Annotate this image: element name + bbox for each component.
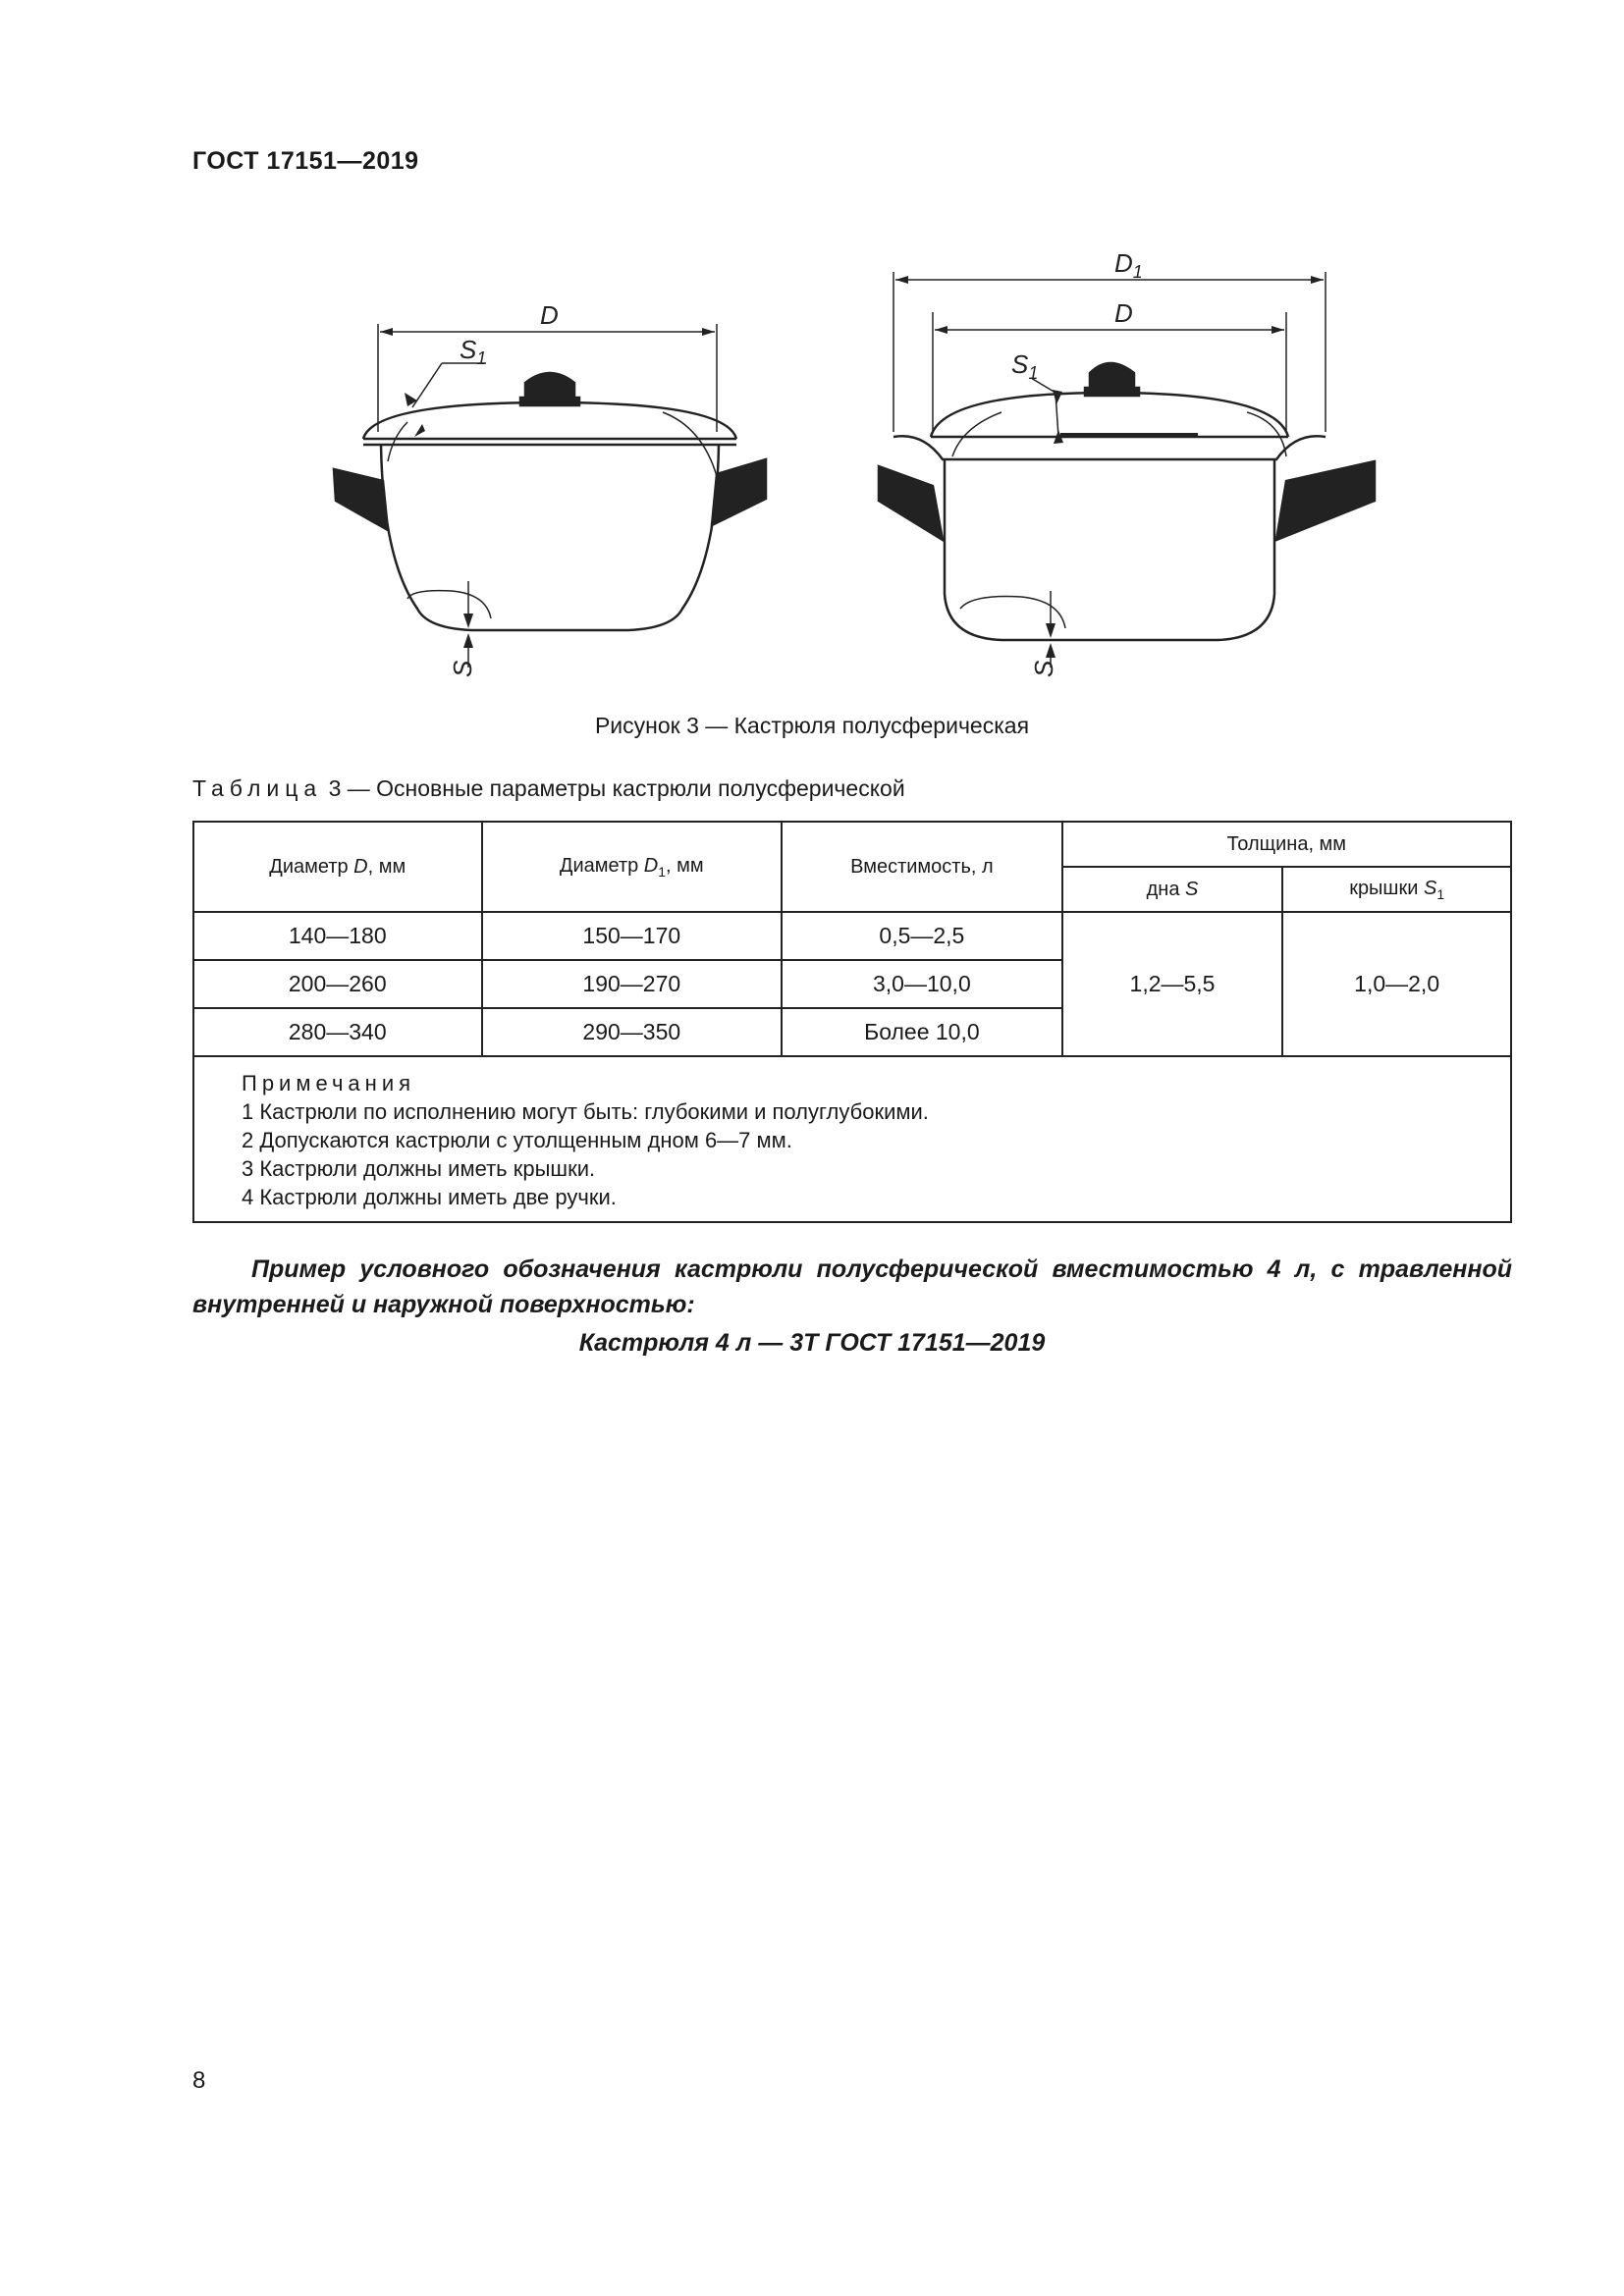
header-capacity: Вместимость, л bbox=[782, 822, 1062, 912]
cell-capacity: Более 10,0 bbox=[782, 1008, 1062, 1056]
cell-d1: 290—350 bbox=[482, 1008, 783, 1056]
designation-code: Кастрюля 4 л — 3Т ГОСТ 17151—2019 bbox=[578, 1329, 1046, 1357]
label-d1-right: $D_1$ bbox=[1114, 248, 1143, 282]
cell-d: 140—180 bbox=[193, 912, 482, 960]
left-saucepan bbox=[334, 324, 766, 667]
cell-d1: 150—170 bbox=[482, 912, 783, 960]
note-item: 4 Кастрюли должны иметь две ручки. bbox=[242, 1185, 617, 1209]
figure-saucepans bbox=[314, 236, 1394, 697]
table-row bbox=[193, 912, 1511, 960]
notes-title: Примечания bbox=[242, 1071, 416, 1095]
cell-thickness-lid: 1,0—2,0 bbox=[1282, 912, 1511, 1056]
right-saucepan bbox=[879, 272, 1375, 667]
header-bottom: дна S bbox=[1062, 867, 1283, 912]
cell-d1: 190—270 bbox=[482, 960, 783, 1008]
header-thickness: Толщина, мм bbox=[1062, 822, 1511, 867]
label-s1-left: $S_1$ bbox=[460, 335, 487, 368]
cell-capacity: 0,5—2,5 bbox=[782, 912, 1062, 960]
label-s-left: S bbox=[448, 660, 477, 677]
note-item: 2 Допускаются кастрюли с утолщенным дном 6—7 мм. bbox=[242, 1128, 792, 1152]
cell-capacity: 3,0—10,0 bbox=[782, 960, 1062, 1008]
note-item: 3 Кастрюли должны иметь крышки. bbox=[242, 1156, 596, 1181]
saucepan-drawing bbox=[314, 236, 1394, 697]
label-s1-right: $S_1$ bbox=[1011, 349, 1039, 383]
designation-example: Пример условного обозначения кастрюли полусферической вместимостью 4 л, с травленной внутренней и наружной поверхностью: bbox=[192, 1255, 1512, 1318]
header-diameter-d1: Диаметр $D_1$, мм bbox=[482, 822, 783, 912]
document-header: ГОСТ 17151—2019 bbox=[192, 147, 419, 175]
header-diameter-d: Диаметр D, мм bbox=[193, 822, 482, 912]
table-notes bbox=[193, 1056, 1511, 1222]
label-s-right: S bbox=[1029, 660, 1058, 677]
cell-d: 280—340 bbox=[193, 1008, 482, 1056]
figure-caption: Рисунок 3 — Кастрюля полусферическая bbox=[594, 713, 1030, 738]
label-d-left: D bbox=[540, 300, 559, 330]
label-d-right: D bbox=[1114, 298, 1133, 328]
page-number: 8 bbox=[192, 2067, 206, 2094]
cell-d: 200—260 bbox=[193, 960, 482, 1008]
header-lid: крышки $S_1$ bbox=[1282, 867, 1511, 912]
cell-thickness-bottom: 1,2—5,5 bbox=[1062, 912, 1283, 1056]
note-item: 1 Кастрюли по исполнению могут быть: глубокими и полуглубокими. bbox=[242, 1099, 929, 1124]
table-title: Таблица 3 — Основные параметры кастрюли полусферической bbox=[192, 775, 905, 801]
parameters-table bbox=[192, 821, 1512, 1223]
